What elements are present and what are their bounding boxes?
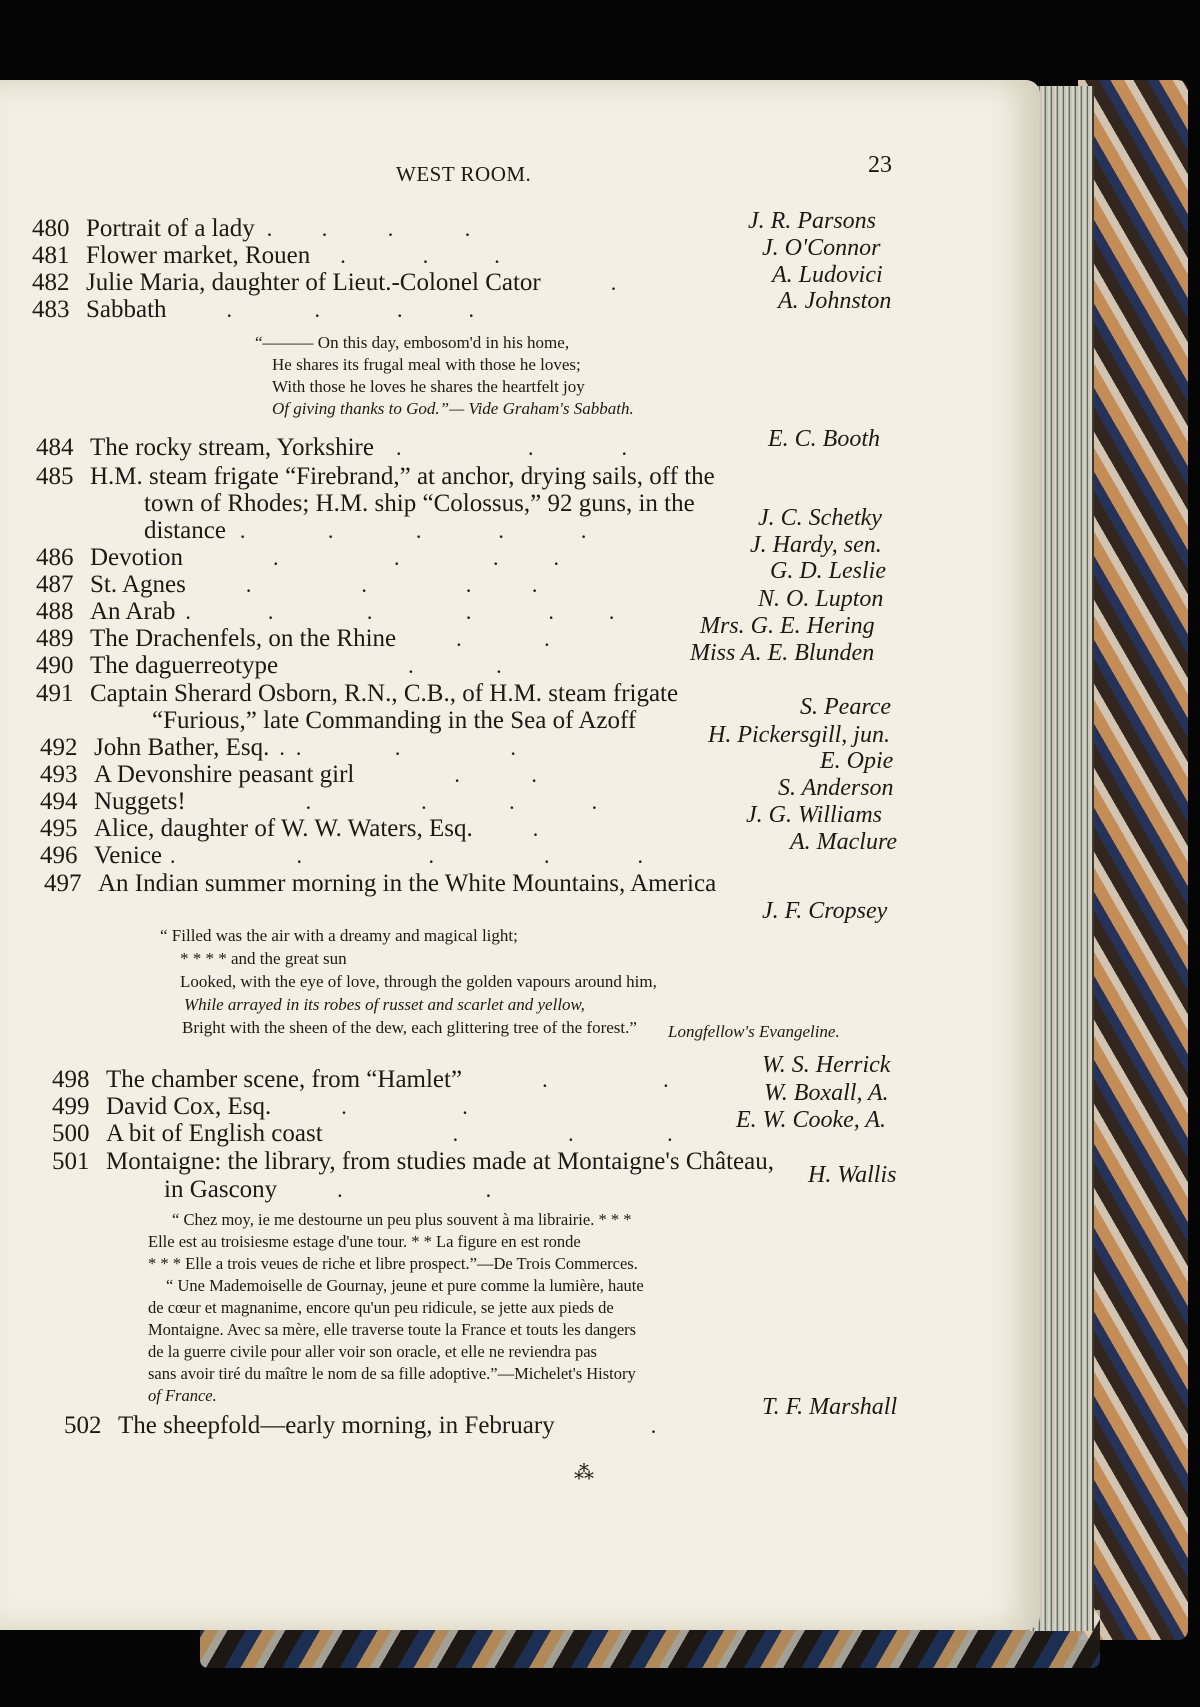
artist-502: T. F. Marshall xyxy=(762,1394,898,1420)
entry-500: 500 A bit of English coast . . . xyxy=(52,1120,673,1147)
artist-487: G. D. Leslie xyxy=(770,558,886,584)
artist-497: J. F. Cropsey xyxy=(762,898,888,924)
running-header: WEST ROOM. xyxy=(396,162,532,186)
note-montaigne-line-9: of France. xyxy=(148,1386,217,1405)
quote-sabbath-line-1: “——— On this day, embosom'd in his home, xyxy=(255,333,570,352)
quote-evangeline-line-2: * * * * and the great sun xyxy=(180,949,347,968)
entry-487: 487 St. Agnes . . . . xyxy=(36,571,538,598)
note-montaigne-line-1: “ Chez moy, ie me destourne un peu plus souvent à ma librairie. * * * xyxy=(172,1210,632,1229)
artist-485: J. C. Schetky xyxy=(758,505,882,531)
entry-485-line-1: 485 H.M. steam frigate “Firebrand,” at anchor, drying sails, off the xyxy=(36,463,715,490)
entry-480: 480 Portrait of a lady . . . . xyxy=(32,215,471,242)
artist-496: A. Maclure xyxy=(790,829,898,855)
artist-488: N. O. Lupton xyxy=(758,586,884,612)
note-montaigne-line-8: sans avoir tiré du maître le nom de sa fille adoptive.”—Michelet's History xyxy=(148,1364,636,1383)
ornament-icon: ⁂ xyxy=(574,1462,594,1484)
quote-evangeline-source: Longfellow's Evangeline. xyxy=(668,1022,840,1041)
entry-498: 498 The chamber scene, from “Hamlet” . . xyxy=(52,1066,669,1093)
quote-evangeline-line-1: “ Filled was the air with a dreamy and magical light; xyxy=(160,926,518,945)
quote-evangeline-line-3: Looked, with the eye of love, through the golden vapours around him, xyxy=(180,972,657,991)
artist-490: Miss A. E. Blunden xyxy=(690,640,875,666)
quote-evangeline-line-4: While arrayed in its robes of russet and scarlet and yellow, xyxy=(184,995,585,1014)
entry-492: 492 John Bather, Esq. . . . . xyxy=(40,734,516,761)
entry-490: 490 The daguerreotype . . xyxy=(36,652,502,679)
note-montaigne-line-2: Elle est au troisiesme estage d'une tour. * * La figure en est ronde xyxy=(148,1232,581,1251)
entry-484: 484 The rocky stream, Yorkshire . . . xyxy=(36,434,627,461)
note-montaigne-line-7: de la guerre civile pour aller voir son oracle, et elle ne reviendra pas xyxy=(148,1342,597,1361)
quote-sabbath-line-4: Of giving thanks to God.”— Vide Graham's Sabbath. xyxy=(272,399,634,418)
artist-492: H. Pickersgill, jun. xyxy=(708,722,890,748)
artist-481: J. O'Connor xyxy=(762,235,881,261)
entry-497: 497 An Indian summer morning in the White Mountains, America xyxy=(44,870,717,897)
artist-486: J. Hardy, sen. xyxy=(750,532,882,558)
artist-494: S. Anderson xyxy=(778,775,894,801)
quote-evangeline-line-5: Bright with the sheen of the dew, each glittering tree of the forest.” xyxy=(182,1018,637,1037)
entry-495: 495 Alice, daughter of W. W. Waters, Esq. . xyxy=(40,815,539,842)
entry-483: 483 Sabbath . . . . xyxy=(32,296,475,323)
entry-486: 486 Devotion . . . . xyxy=(36,544,560,571)
artist-489: Mrs. G. E. Hering xyxy=(700,613,875,639)
entry-485-line-2: town of Rhodes; H.M. ship “Colossus,” 92 guns, in the xyxy=(144,490,695,517)
page-number: 23 xyxy=(868,152,892,178)
note-montaigne-line-5: de cœur et magnanime, encore qu'un peu ridicule, se jette aux pieds de xyxy=(148,1298,614,1317)
artist-495: J. G. Williams xyxy=(746,802,882,828)
note-montaigne-line-6: Montaigne. Avec sa mère, elle traverse toute la France et touts les dangers xyxy=(148,1320,637,1339)
artist-484: E. C. Booth xyxy=(768,426,880,452)
artist-493: E. Opie xyxy=(820,748,894,774)
entry-502: 502 The sheepfold—early morning, in February . xyxy=(64,1412,657,1439)
artist-483: A. Johnston xyxy=(778,288,892,314)
entry-496: 496 Venice . . . . . xyxy=(40,842,644,869)
artist-491: S. Pearce xyxy=(800,694,892,720)
artist-480: J. R. Parsons xyxy=(748,208,876,234)
entry-501-line-1: 501 Montaigne: the library, from studies made at Montaigne's Château, xyxy=(52,1148,774,1175)
note-montaigne-line-3: * * * Elle a trois veues de riche et libre prospect.”—De Trois Commerces. xyxy=(148,1254,638,1273)
entry-491-line-1: 491 Captain Sherard Osborn, R.N., C.B., of H.M. steam frigate xyxy=(36,680,679,707)
entry-489: 489 The Drachenfels, on the Rhine . . xyxy=(36,625,550,652)
entry-481: 481 Flower market, Rouen . . . xyxy=(32,242,500,269)
entry-493: 493 A Devonshire peasant girl . . xyxy=(40,761,537,788)
entry-482: 482 Julie Maria, daughter of Lieut.-Colonel Cator . xyxy=(32,269,617,296)
artist-501: H. Wallis xyxy=(808,1162,897,1188)
entry-494: 494 Nuggets! . . . . xyxy=(40,788,598,815)
artist-499: W. Boxall, A. xyxy=(764,1080,889,1106)
note-montaigne-line-4: “ Une Mademoiselle de Gournay, jeune et pure comme la lumière, haute xyxy=(166,1276,644,1295)
artist-498: W. S. Herrick xyxy=(762,1052,891,1078)
quote-sabbath-line-2: He shares its frugal meal with those he loves; xyxy=(272,355,581,374)
entry-499: 499 David Cox, Esq. . . xyxy=(52,1093,468,1120)
book-page xyxy=(0,80,1040,1630)
entry-501-line-2: in Gascony . . xyxy=(164,1176,492,1203)
artist-500: E. W. Cooke, A. xyxy=(736,1107,886,1133)
quote-sabbath-line-3: With those he loves he shares the heartfelt joy xyxy=(272,377,585,396)
artist-482: A. Ludovici xyxy=(772,262,883,288)
entry-491-line-2: “Furious,” late Commanding in the Sea of Azoff xyxy=(152,707,637,734)
marbled-edge-right xyxy=(1078,80,1188,1640)
entry-488: 488 An Arab . . . . . . xyxy=(36,598,615,625)
entry-485-line-3: distance . . . . . xyxy=(144,517,587,544)
